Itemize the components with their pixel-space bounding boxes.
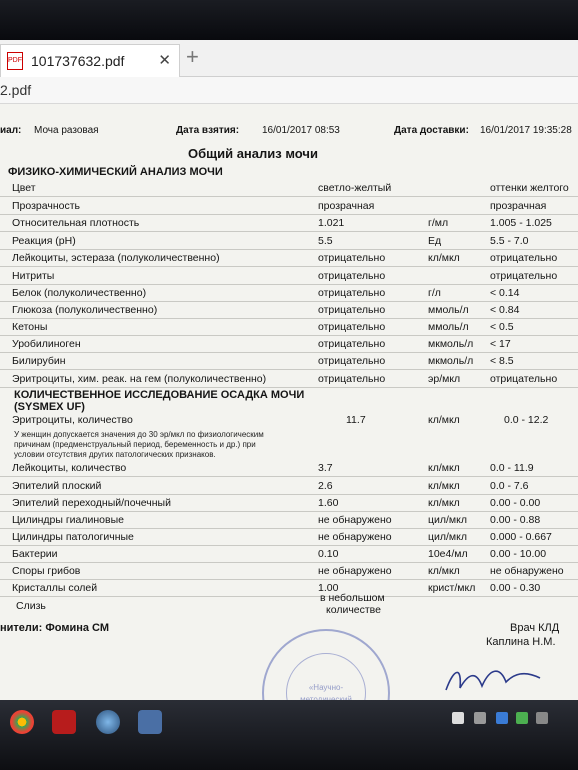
row-name: Кетоны xyxy=(12,321,48,333)
row-name: Эпителий переходный/почечный xyxy=(12,497,171,509)
row-ref: отрицательно xyxy=(490,252,558,264)
mucus-value-2: количестве xyxy=(326,604,381,616)
browser-tabbar xyxy=(0,40,578,77)
row-unit: кл/мкл xyxy=(428,565,460,577)
row-divider xyxy=(0,318,578,319)
note-line-1: У женщин допускается значения до 30 эр/мкл по физиологическим xyxy=(14,430,264,439)
row-value: отрицательно xyxy=(318,355,386,367)
row-ref: 5.5 - 7.0 xyxy=(490,235,529,247)
section-sediment-title: КОЛИЧЕСТВЕННОЕ ИССЛЕДОВАНИЕ ОСАДКА МОЧИ xyxy=(14,389,305,401)
delivered-value: 16/01/2017 19:35:28 xyxy=(480,125,572,136)
row-value: отрицательно xyxy=(318,338,386,350)
row-name: Глюкоза (полуколичественно) xyxy=(12,304,158,316)
row-value: отрицательно xyxy=(318,321,386,333)
erythro-value: 11.7 xyxy=(346,414,366,426)
row-divider xyxy=(0,335,578,336)
row-divider xyxy=(0,352,578,353)
row-name: Кристаллы солей xyxy=(12,582,98,594)
mucus-value-1: в небольшом xyxy=(320,592,385,604)
section-physchem: ФИЗИКО-ХИМИЧЕСКИЙ АНАЛИЗ МОЧИ xyxy=(8,166,223,178)
row-ref: 0.0 - 11.9 xyxy=(490,462,534,474)
row-ref: 0.000 - 0.667 xyxy=(490,531,552,543)
row-divider xyxy=(0,545,578,546)
row-divider xyxy=(0,476,578,477)
row-name: Цвет xyxy=(12,182,36,194)
row-ref: < 8.5 xyxy=(490,355,514,367)
row-name: Лейкоциты, эстераза (полуколичественно) xyxy=(12,252,220,264)
row-ref: не обнаружено xyxy=(490,565,564,577)
row-name: Цилиндры патологичные xyxy=(12,531,134,543)
row-name: Прозрачность xyxy=(12,200,81,212)
row-unit: кл/мкл xyxy=(428,462,460,474)
row-value: 1.60 xyxy=(318,497,339,509)
note-line-2: причинам (предменструальный период, беременность и др.) при xyxy=(14,440,256,449)
row-value: отрицательно xyxy=(318,270,386,282)
row-ref: отрицательно xyxy=(490,373,558,385)
new-tab-icon[interactable]: + xyxy=(186,44,199,69)
row-value: 2.6 xyxy=(318,480,333,492)
row-ref: 0.00 - 0.88 xyxy=(490,514,541,526)
pdf-document xyxy=(0,104,578,700)
section-sediment-subtitle: (SYSMEX UF) xyxy=(14,401,85,413)
row-value: 1.021 xyxy=(318,217,345,229)
signature xyxy=(440,660,550,700)
row-unit: эр/мкл xyxy=(428,373,461,385)
row-value: 3.7 xyxy=(318,462,333,474)
material-value: Моча разовая xyxy=(34,125,99,136)
row-divider xyxy=(0,196,578,197)
row-ref: прозрачная xyxy=(490,200,547,212)
row-value: светло-желтый xyxy=(318,182,392,194)
row-divider xyxy=(0,369,578,370)
note-line-3: условии отсутствия других патологических признаков. xyxy=(14,450,216,459)
row-name: Нитриты xyxy=(12,270,55,282)
row-name: Лейкоциты, количество xyxy=(12,462,127,474)
doctor-name: Каплина Н.М. xyxy=(486,636,556,648)
pdf-file-icon: PDF xyxy=(7,52,23,70)
network-tray-icon[interactable] xyxy=(496,712,508,724)
row-divider xyxy=(0,284,578,285)
row-ref: 0.00 - 0.00 xyxy=(490,497,541,509)
row-value: 0.10 xyxy=(318,548,339,560)
app-tray-icon[interactable] xyxy=(516,712,528,724)
erythro-name: Эритроциты, количество xyxy=(12,414,133,426)
row-unit: мкмоль/л xyxy=(428,355,474,367)
monitor-bezel xyxy=(0,0,578,40)
doctor-role: Врач КЛД xyxy=(510,622,560,634)
row-divider xyxy=(0,301,578,302)
row-value: 1.00 xyxy=(318,582,339,594)
row-value: не обнаружено xyxy=(318,565,392,577)
row-unit: 10е4/мл xyxy=(428,548,468,560)
row-name: Эпителий плоский xyxy=(12,480,102,492)
row-ref: 1.005 - 1.025 xyxy=(490,217,552,229)
row-name: Споры грибов xyxy=(12,565,81,577)
row-unit: г/л xyxy=(428,287,441,299)
row-unit: Ед xyxy=(428,235,442,247)
row-ref: 0.0 - 7.6 xyxy=(490,480,529,492)
row-divider xyxy=(0,249,578,250)
tab-title: 101737632.pdf xyxy=(31,53,125,69)
row-ref: < 0.84 xyxy=(490,304,520,316)
close-icon[interactable]: ✕ xyxy=(158,52,171,69)
row-unit: крист/мкл xyxy=(428,582,476,594)
address-text: 2.pdf xyxy=(0,82,32,98)
row-value: отрицательно xyxy=(318,373,386,385)
row-value: отрицательно xyxy=(318,287,386,299)
row-divider xyxy=(0,562,578,563)
material-label: иал: xyxy=(0,125,22,136)
row-divider xyxy=(0,266,578,267)
chrome-icon[interactable] xyxy=(10,710,34,734)
row-unit: г/мл xyxy=(428,217,449,229)
erythro-unit: кл/мкл xyxy=(428,414,460,426)
tab-pdf[interactable] xyxy=(0,44,180,77)
volume-tray-icon[interactable] xyxy=(536,712,548,724)
row-unit: кл/мкл xyxy=(428,252,460,264)
row-value: прозрачная xyxy=(318,200,375,212)
row-ref: отрицательно xyxy=(490,270,558,282)
row-value: не обнаружено xyxy=(318,514,392,526)
row-ref: оттенки желтого xyxy=(490,182,569,194)
row-divider xyxy=(0,579,578,580)
row-divider xyxy=(0,596,578,597)
row-divider xyxy=(0,231,578,232)
row-divider xyxy=(0,494,578,495)
taken-label: Дата взятия: xyxy=(176,125,240,136)
row-unit: цил/мкл xyxy=(428,531,467,543)
row-name: Эритроциты, хим. реак. на гем (полуколичественно) xyxy=(12,373,267,385)
row-divider xyxy=(0,528,578,529)
antivirus-icon[interactable] xyxy=(52,710,76,734)
app-window-icon[interactable] xyxy=(138,710,162,734)
executor: нители: Фомина СМ xyxy=(0,622,110,634)
row-name: Бактерии xyxy=(12,548,58,560)
row-divider xyxy=(0,214,578,215)
row-value: 5.5 xyxy=(318,235,333,247)
delivered-label: Дата доставки: xyxy=(394,125,469,136)
row-ref: < 0.5 xyxy=(490,321,514,333)
row-unit: кл/мкл xyxy=(428,497,460,509)
address-bar[interactable] xyxy=(0,77,578,104)
windows-taskbar xyxy=(0,700,578,770)
row-ref: < 17 xyxy=(490,338,511,350)
row-name: Относительная плотность xyxy=(12,217,140,229)
row-value: отрицательно xyxy=(318,252,386,264)
row-name: Цилиндры гиалиновые xyxy=(12,514,124,526)
row-name: Реакция (pH) xyxy=(12,235,76,247)
shield-tray-icon[interactable] xyxy=(452,712,464,724)
row-unit: кл/мкл xyxy=(428,480,460,492)
erythro-ref: 0.0 - 12.2 xyxy=(504,414,549,426)
page-title: Общий анализ мочи xyxy=(188,146,318,161)
row-name: Уробилиноген xyxy=(12,338,81,350)
row-name: Билирубин xyxy=(12,355,66,367)
row-divider xyxy=(0,387,578,388)
mucus-name: Слизь xyxy=(16,600,46,612)
row-ref: 0.00 - 10.00 xyxy=(490,548,547,560)
row-unit: цил/мкл xyxy=(428,514,467,526)
row-value: отрицательно xyxy=(318,304,386,316)
media-player-icon[interactable] xyxy=(96,710,120,734)
row-unit: мкмоль/л xyxy=(428,338,474,350)
stamp-line-1: «Научно- xyxy=(308,683,344,692)
row-value: не обнаружено xyxy=(318,531,392,543)
taken-value: 16/01/2017 08:53 xyxy=(262,125,340,136)
row-unit: ммоль/л xyxy=(428,321,469,333)
row-ref: 0.00 - 0.30 xyxy=(490,582,541,594)
row-unit: ммоль/л xyxy=(428,304,469,316)
row-ref: < 0.14 xyxy=(490,287,520,299)
row-divider xyxy=(0,511,578,512)
battery-tray-icon[interactable] xyxy=(474,712,486,724)
row-name: Белок (полуколичественно) xyxy=(12,287,147,299)
